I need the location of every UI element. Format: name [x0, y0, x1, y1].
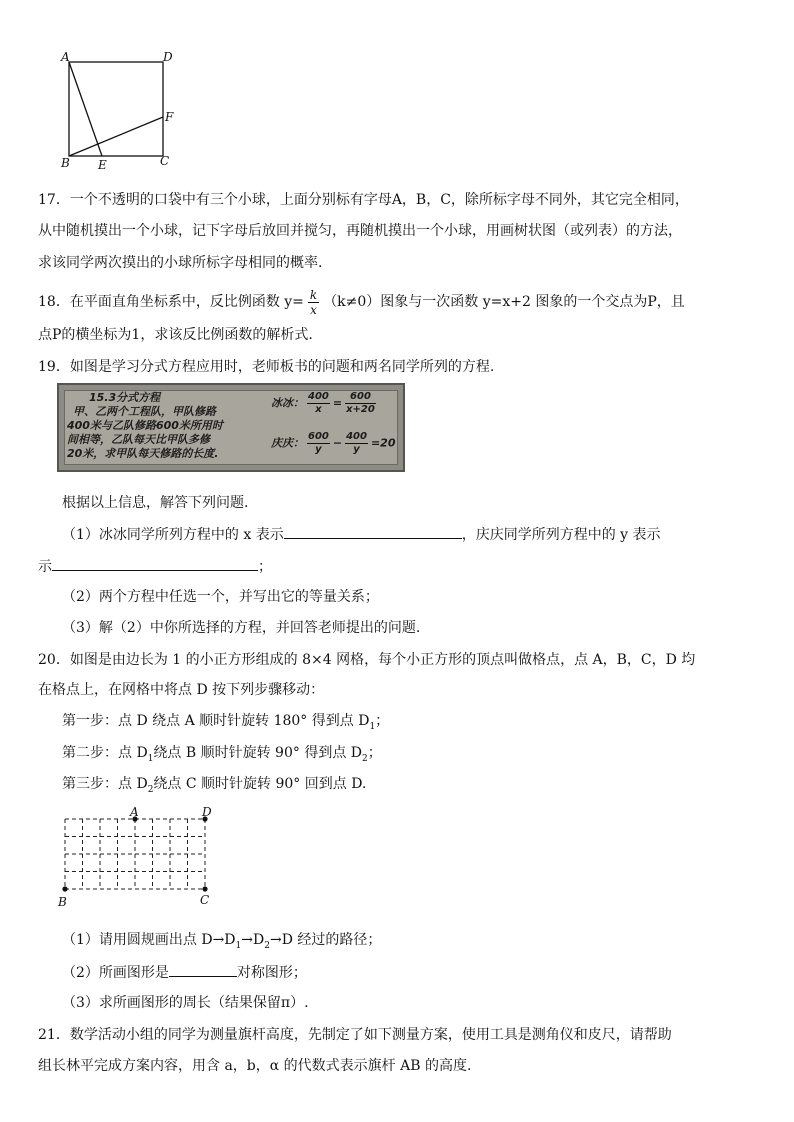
q18-frac-den: x: [310, 302, 317, 317]
q20-step2-sub-b: 2: [362, 753, 368, 764]
grid-svg: [52, 805, 222, 913]
eq1-right-frac: [345, 391, 376, 416]
grid-label-d: D: [202, 805, 212, 819]
q18-pre: 18．在平面直角坐标系中，反比例函数 y=: [38, 294, 304, 310]
q20-line-2: 在格点上，在网格中将点 D 按下列步骤移动：: [38, 682, 325, 698]
q20-p2-text-a: （2）所画图形是: [62, 965, 169, 981]
q19-part-3: （3）解（2）中你所选择的方程，并回答老师提出的问题.: [62, 620, 421, 636]
grid-label-c: C: [200, 893, 210, 907]
label-d: D: [163, 50, 173, 64]
q20-part-1: [62, 930, 764, 956]
eq1-left-num: 400: [308, 391, 329, 402]
q20-step3-sub: 2: [147, 784, 154, 795]
eq2-left-frac: [307, 431, 330, 456]
eq2-left-den: y: [315, 444, 322, 455]
q20-step-1: [62, 711, 764, 737]
label-b: B: [61, 156, 70, 170]
segment-bf: [69, 117, 163, 156]
q19-part-2: （2）两个方程中任选一个，并写出它的等量关系；: [62, 589, 379, 605]
q20-step2-text-b: 绕点 B 顺时针旋转 90° 得到点 D: [153, 745, 362, 761]
q20-p1-text-b: →D: [241, 932, 265, 948]
q17-line-2: 从中随机摸出一个小球，记下字母后放回并搅匀，再随机摸出一个小球，用画树状图（或列表）的方法，: [38, 223, 682, 239]
board-problem-2: 400米与乙队修路600米所用时: [67, 419, 223, 432]
q20-step1-sub: 1: [369, 721, 376, 732]
board-name-2: 庆庆：: [271, 436, 304, 450]
q20-p2-text-b: 对称图形；: [236, 965, 307, 981]
q20-step-2: [62, 743, 764, 769]
eq1-right-num: 600: [345, 391, 376, 404]
eq1-right-den: x+20: [346, 404, 375, 415]
q20-step2-sub-a: 1: [147, 753, 154, 764]
board-eq-1: [271, 391, 379, 416]
point-b: [62, 886, 67, 891]
eq1-left-frac: [307, 391, 330, 416]
q20-blank: [169, 962, 237, 977]
q20-step-3: [62, 774, 764, 800]
eq1-left-den: x: [315, 404, 322, 415]
label-c: C: [160, 154, 170, 168]
q20-p1-text-a: （1）请用圆规画出点 D→D: [62, 932, 236, 948]
point-c: [202, 886, 207, 891]
board-problem-4: 20米，求甲队每天修路的长度.: [67, 447, 219, 460]
q19-p1-text-b: ，庆庆同学所列方程中的 y 表示: [461, 527, 661, 543]
eq2-right-frac: [345, 431, 368, 456]
board-eq-2: [271, 431, 396, 456]
q20-p1-sub-1: 1: [235, 940, 242, 951]
segment-ae: [69, 62, 102, 156]
q18-post: （k≠0）图象与一次函数 y=x+2 图象的一个交点为P，且: [323, 294, 685, 310]
blackboard-image: [57, 383, 405, 472]
eq2-minus: −: [332, 436, 343, 450]
q19-part-1: [62, 524, 764, 545]
q20-step3-text-a: 第三步：点 D: [62, 776, 148, 792]
q21-line-1: 21．数学活动小组的同学为测量旗杆高度，先制定了如下测量方案，使用工具是测角仪和皮尺，请帮助: [38, 1027, 672, 1043]
eq2-end: =20: [370, 436, 396, 450]
q19-blank-x: [284, 524, 462, 539]
grid-figure: [52, 805, 222, 913]
q20-p1-text-c: →D 经过的路径；: [269, 932, 382, 948]
q19-info: 根据以上信息，解答下列问题.: [62, 495, 249, 511]
q20-part-2: [62, 962, 764, 983]
grid-label-b: B: [58, 895, 67, 909]
q20-step1-text: 第一步：点 D 绕点 A 顺时针旋转 180° 得到点 D: [62, 713, 370, 729]
q18-fraction: [308, 288, 319, 317]
board-name-1: 冰冰：: [271, 396, 304, 410]
board-title: 15.3分式方程: [89, 391, 161, 404]
q21-line-2: 组长林平完成方案内容，用含 a，b，α 的代数式表示旗杆 AB 的高度.: [38, 1058, 472, 1074]
q18-line-1: [38, 286, 764, 318]
eq1-equals: =: [332, 396, 343, 410]
label-a: A: [61, 50, 70, 64]
q17-line-3: 求该同学两次摸出的小球所标字母相同的概率.: [38, 255, 323, 271]
q20-line-1: 20．如图是由边长为 1 的小正方形组成的 8×4 网格，每个小正方形的顶点叫做格点，点 A，B，C，D 均: [38, 652, 696, 668]
eq2-right-num: 400: [346, 431, 367, 442]
q19-part-1-cont: [38, 556, 764, 577]
board-problem-3: 间相等，乙队每天比甲队多修: [67, 433, 210, 446]
q20-step1-end: ；: [375, 713, 390, 729]
q20-step2-text-a: 第二步：点 D: [62, 745, 148, 761]
label-f: F: [165, 110, 174, 124]
q19-p1-text-d: ；: [258, 559, 272, 575]
q18-frac-num: k: [309, 287, 318, 302]
eq2-left-num: 600: [308, 431, 329, 442]
q19-p1-text-c: 示: [38, 559, 52, 575]
eq2-right-den: y: [353, 444, 360, 455]
q20-p1-sub-2: 2: [264, 940, 270, 951]
q19-blank-y: [52, 556, 258, 571]
q17-line-1: 17．一个不透明的口袋中有三个小球，上面分别标有字母A，B，C，除所标字母不同外，其它完全相同，: [38, 192, 689, 208]
square-figure: [55, 48, 185, 176]
q20-part-3: （3）求所画图形的周长（结果保留π）.: [62, 995, 309, 1011]
q18-line-2: 点P的横坐标为1，求该反比例函数的解析式.: [38, 327, 313, 343]
label-e: E: [98, 158, 107, 172]
q20-step3-text-b: 绕点 C 顺时针旋转 90° 回到点 D.: [153, 776, 367, 792]
q20-step2-end: ；: [367, 745, 382, 761]
q19-line-1: 19．如图是学习分式方程应用时，老师板书的问题和两名同学所列的方程.: [38, 359, 495, 375]
square-abcd: [69, 62, 163, 156]
grid-label-a: A: [130, 805, 139, 819]
q19-p1-text-a: （1）冰冰同学所列方程中的 x 表示: [62, 527, 284, 543]
board-problem-1: 甲、乙两个工程队，甲队修路: [73, 405, 216, 418]
